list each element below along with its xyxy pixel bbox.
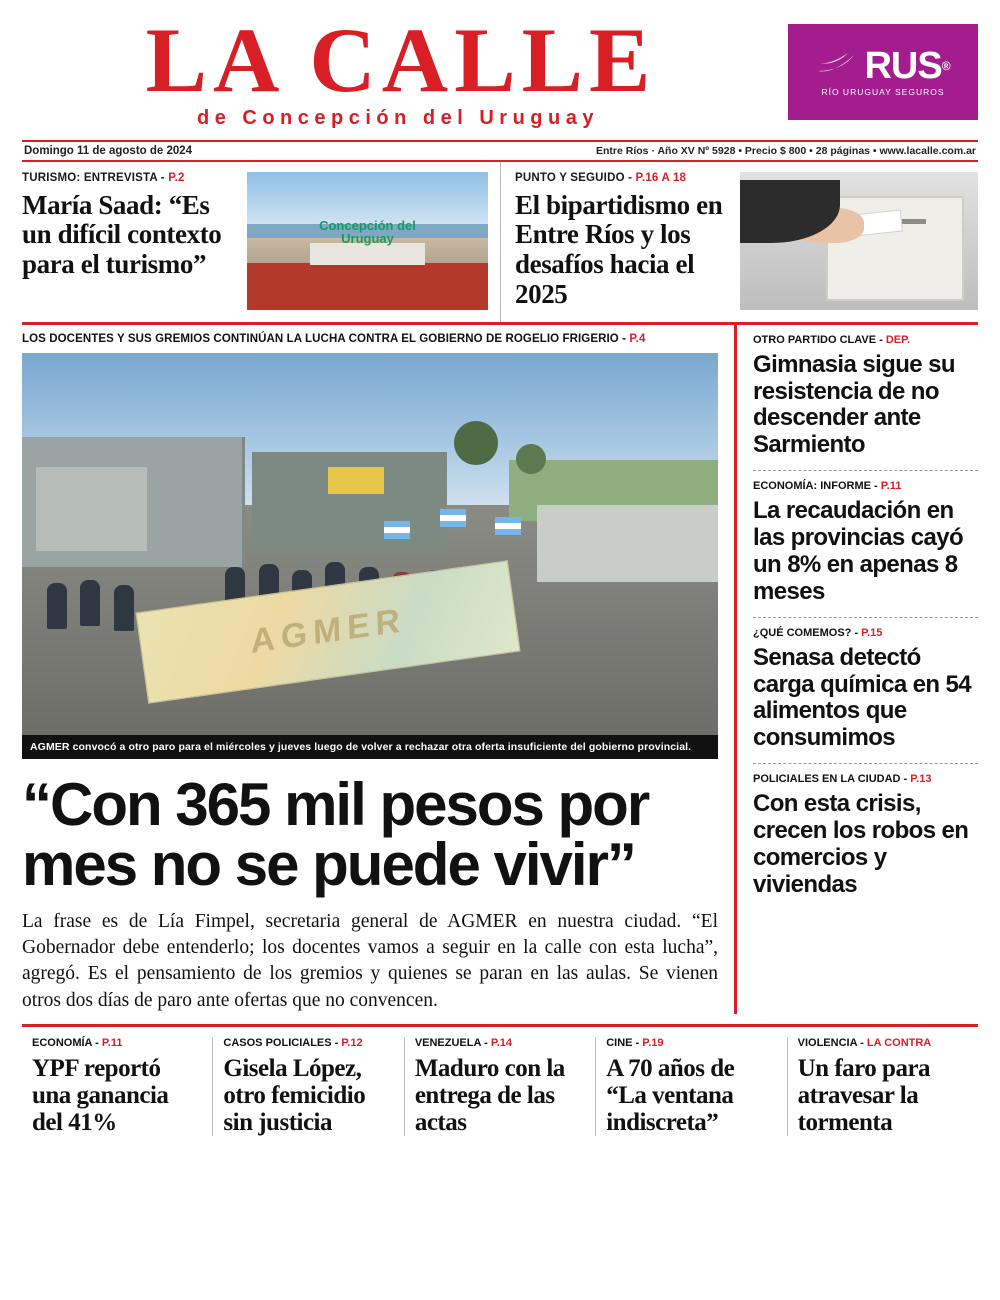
bottom-item-kicker: ECONOMÍA - P.11 [32,1036,123,1049]
photo-sign-text: Concepción del Uruguay [319,218,416,247]
right-item-headline[interactable]: Senasa detectó carga química en 54 alimentos que consumimos [753,643,972,752]
lead-body-text: La frase es de Lía Fimpel, secretaria general de AGMER en nuestra ciudad. “El Gobernador debe entenderlo; los docentes vamos a seguir en la calle con esta lucha”, agregó. Es el pensamiento de los gremios y quienes se paran en las aulas. Se vienen otros dos días de paro ante ofertas que no convencen. [22,910,718,1011]
lead-headline[interactable]: “Con 365 mil pesos por mes no se puede vivir” [22,770,649,898]
lead-overline: LOS DOCENTES Y SUS GREMIOS CONTINÚAN LA LUCHA CONTRA EL GOBIERNO DE ROGELIO FRIGERIO - P.4 [22,332,646,345]
banner-text: AGMER [250,600,407,661]
bottom-item-cinema[interactable] [595,1037,786,1136]
teaser-tourism[interactable] [22,162,500,322]
lead-story [22,325,734,1014]
teaser-politics[interactable] [500,162,978,322]
date-bar [22,140,978,162]
agmer-teachers-march-photo [22,353,718,735]
issue-date: Domingo 11 de agosto de 2024 [24,144,193,157]
bottom-item-kicker: CASOS POLICIALES - P.12 [223,1036,363,1049]
right-item-economy[interactable] [753,470,978,617]
right-item-kicker: OTRO PARTIDO CLAVE - DEP. [753,333,911,346]
newspaper-title: LA CALLE [145,9,657,111]
bottom-item-headline[interactable]: Un faro para atravesar la tormenta [797,1054,931,1136]
bottom-item-venezuela[interactable] [404,1037,595,1136]
rus-swoosh-icon [816,51,856,82]
right-item-sports[interactable] [753,325,978,471]
lead-overline-page: P.4 [629,332,646,345]
bottom-item-headline[interactable]: Maduro con la entrega de las actas [414,1054,565,1136]
right-item-headline[interactable]: Con esta crisis, crecen los robos en comercios y viviendas [753,790,969,898]
teaser-kicker: TURISMO: ENTREVISTA - P.2 [22,171,185,184]
teaser-page: P.16 A 18 [635,171,687,184]
photo-caption: AGMER convocó a otro paro para el miércoles y jueves luego de volver a rechazar otra oferta insuficiente del gobierno provincial. [22,735,718,759]
right-column [734,325,978,1014]
teaser-kicker: PUNTO Y SEGUIDO - P.16 A 18 [515,171,687,184]
bottom-item-police[interactable] [212,1037,403,1136]
bottom-item-headline[interactable]: Gisela López, otro femicidio sin justicia [223,1054,366,1136]
right-item-headline[interactable]: Gimnasia sigue su resistencia de no descender ante Sarmiento [753,350,955,459]
bottom-item-headline[interactable]: A 70 años de “La ventana indiscreta” [606,1054,735,1136]
teaser-page: P.2 [168,171,185,184]
bottom-item-kicker: VIOLENCIA - LA CONTRA [797,1036,932,1049]
bottom-item-economy[interactable] [22,1037,212,1136]
sponsor-registered-mark: ® [941,59,950,73]
teaser-headline[interactable]: María Saad: “Es un difícil contexto para el turismo” [22,189,222,279]
bottom-item-kicker: CINE - P.19 [606,1036,664,1049]
teaser-headline[interactable]: El bipartidismo en Entre Ríos y los desafíos hacia el 2025 [515,189,723,309]
bottom-item-violence[interactable] [787,1037,978,1136]
issue-info: Entre Ríos · Año XV Nº 5928 • Precio $ 800 • 28 páginas • www.lacalle.com.ar [596,144,976,157]
right-item-police[interactable] [753,763,978,910]
masthead-logo [22,9,774,130]
bottom-item-kicker: VENEZUELA - P.14 [414,1036,513,1049]
ballot-box-voting-photo [740,172,978,310]
right-item-kicker: ECONOMÍA: INFORME - P.11 [753,480,902,493]
sponsor-ad-rus[interactable] [788,24,978,120]
main-content [22,325,978,1014]
right-item-kicker: POLICIALES EN LA CIUDAD - P.13 [753,773,932,786]
bottom-strip [22,1024,978,1136]
bottom-item-headline[interactable]: YPF reportó una ganancia del 41% [32,1054,169,1136]
right-item-kicker: ¿QUÉ COMEMOS? - P.15 [753,626,883,639]
top-teasers [22,162,978,325]
sponsor-name: RUS [864,45,942,87]
sponsor-tagline: RÍO URUGUAY SEGUROS [821,87,945,97]
newspaper-subtitle: de Concepción del Uruguay [197,106,599,129]
right-item-food[interactable] [753,617,978,764]
masthead [22,0,978,130]
concepcion-del-uruguay-sign-photo [247,172,488,310]
right-item-headline[interactable]: La recaudación en las provincias cayó un 8% en apenas 8 meses [753,497,964,605]
